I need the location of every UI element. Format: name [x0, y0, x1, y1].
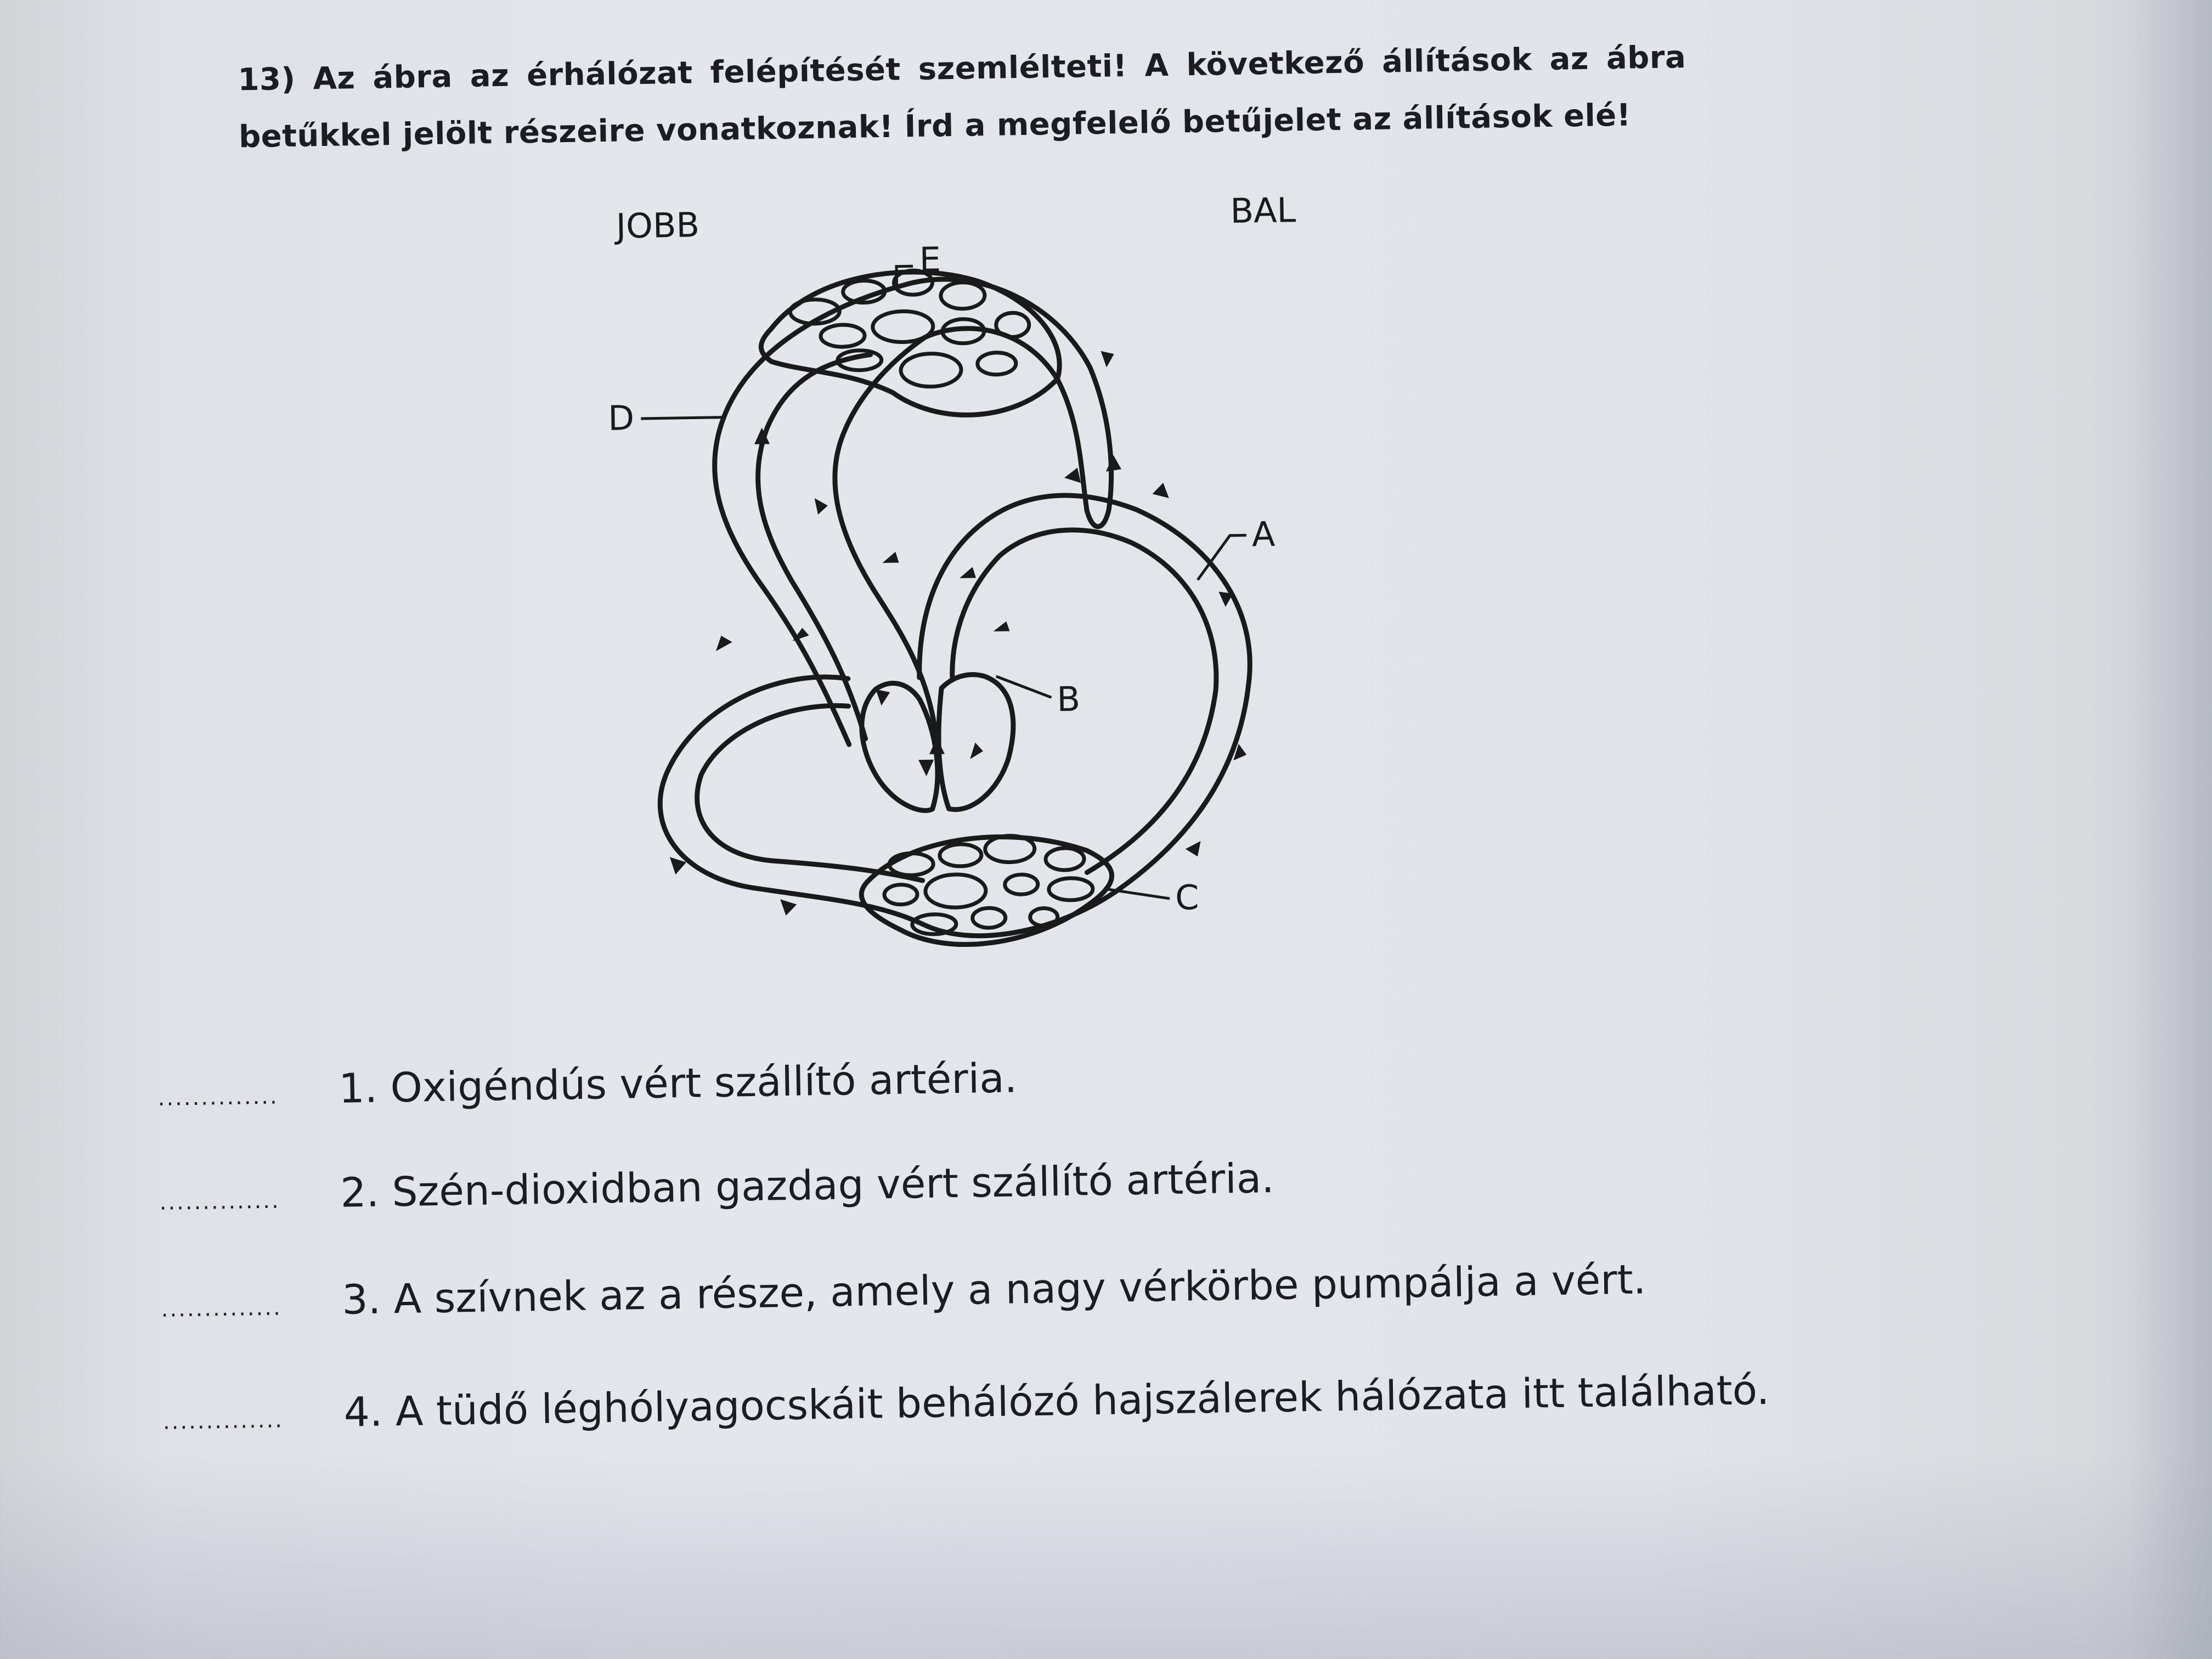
label-e: E	[919, 239, 941, 280]
statement-text: 1. Oxigéndús vért szállító artéria.	[338, 1054, 1018, 1113]
answer-blank[interactable]: ..............	[161, 1295, 283, 1322]
systemic-loop-inner	[693, 528, 1220, 884]
heart-left-chamber	[938, 674, 1014, 810]
statement-text: 4. A tüdő léghólyagocskáit behálózó hajszálerek hálózata itt található.	[343, 1366, 1770, 1436]
circulation-diagram	[583, 188, 1363, 979]
label-d-leader	[641, 417, 723, 419]
label-right-side: JOBB	[616, 205, 700, 246]
pulmonary-capillary-bed	[760, 270, 1060, 419]
answer-blank[interactable]: ..............	[162, 1407, 284, 1435]
statement-row	[161, 1256, 1646, 1327]
answer-blank[interactable]: ..............	[157, 1084, 279, 1111]
statement-row	[162, 1367, 1770, 1439]
label-a: A	[1251, 514, 1276, 555]
statement-row	[157, 1054, 1018, 1115]
heart-right-chamber	[861, 682, 938, 811]
label-left-side: BAL	[1229, 190, 1296, 232]
statement-text: 2. Szén-dioxidban gazdag vért szállító artéria.	[340, 1155, 1275, 1217]
label-b: B	[1056, 679, 1081, 720]
question-text: 13) Az ábra az érhálózat felépítését szemlélteti! A következő állítások az ábra betűkkel jelölt részeire vonatkoznak! Írd a megfelelő betűjelet az állítások elé!	[238, 39, 1686, 155]
statement-list	[157, 1041, 1913, 1436]
label-c: C	[1175, 877, 1200, 918]
statement-row	[159, 1155, 1274, 1220]
answer-blank[interactable]: ..............	[159, 1188, 281, 1215]
statement-text: 3. A szívnek az a része, amely a nagy vérkörbe pumpálja a vért.	[341, 1256, 1646, 1324]
label-d: D	[607, 398, 635, 438]
